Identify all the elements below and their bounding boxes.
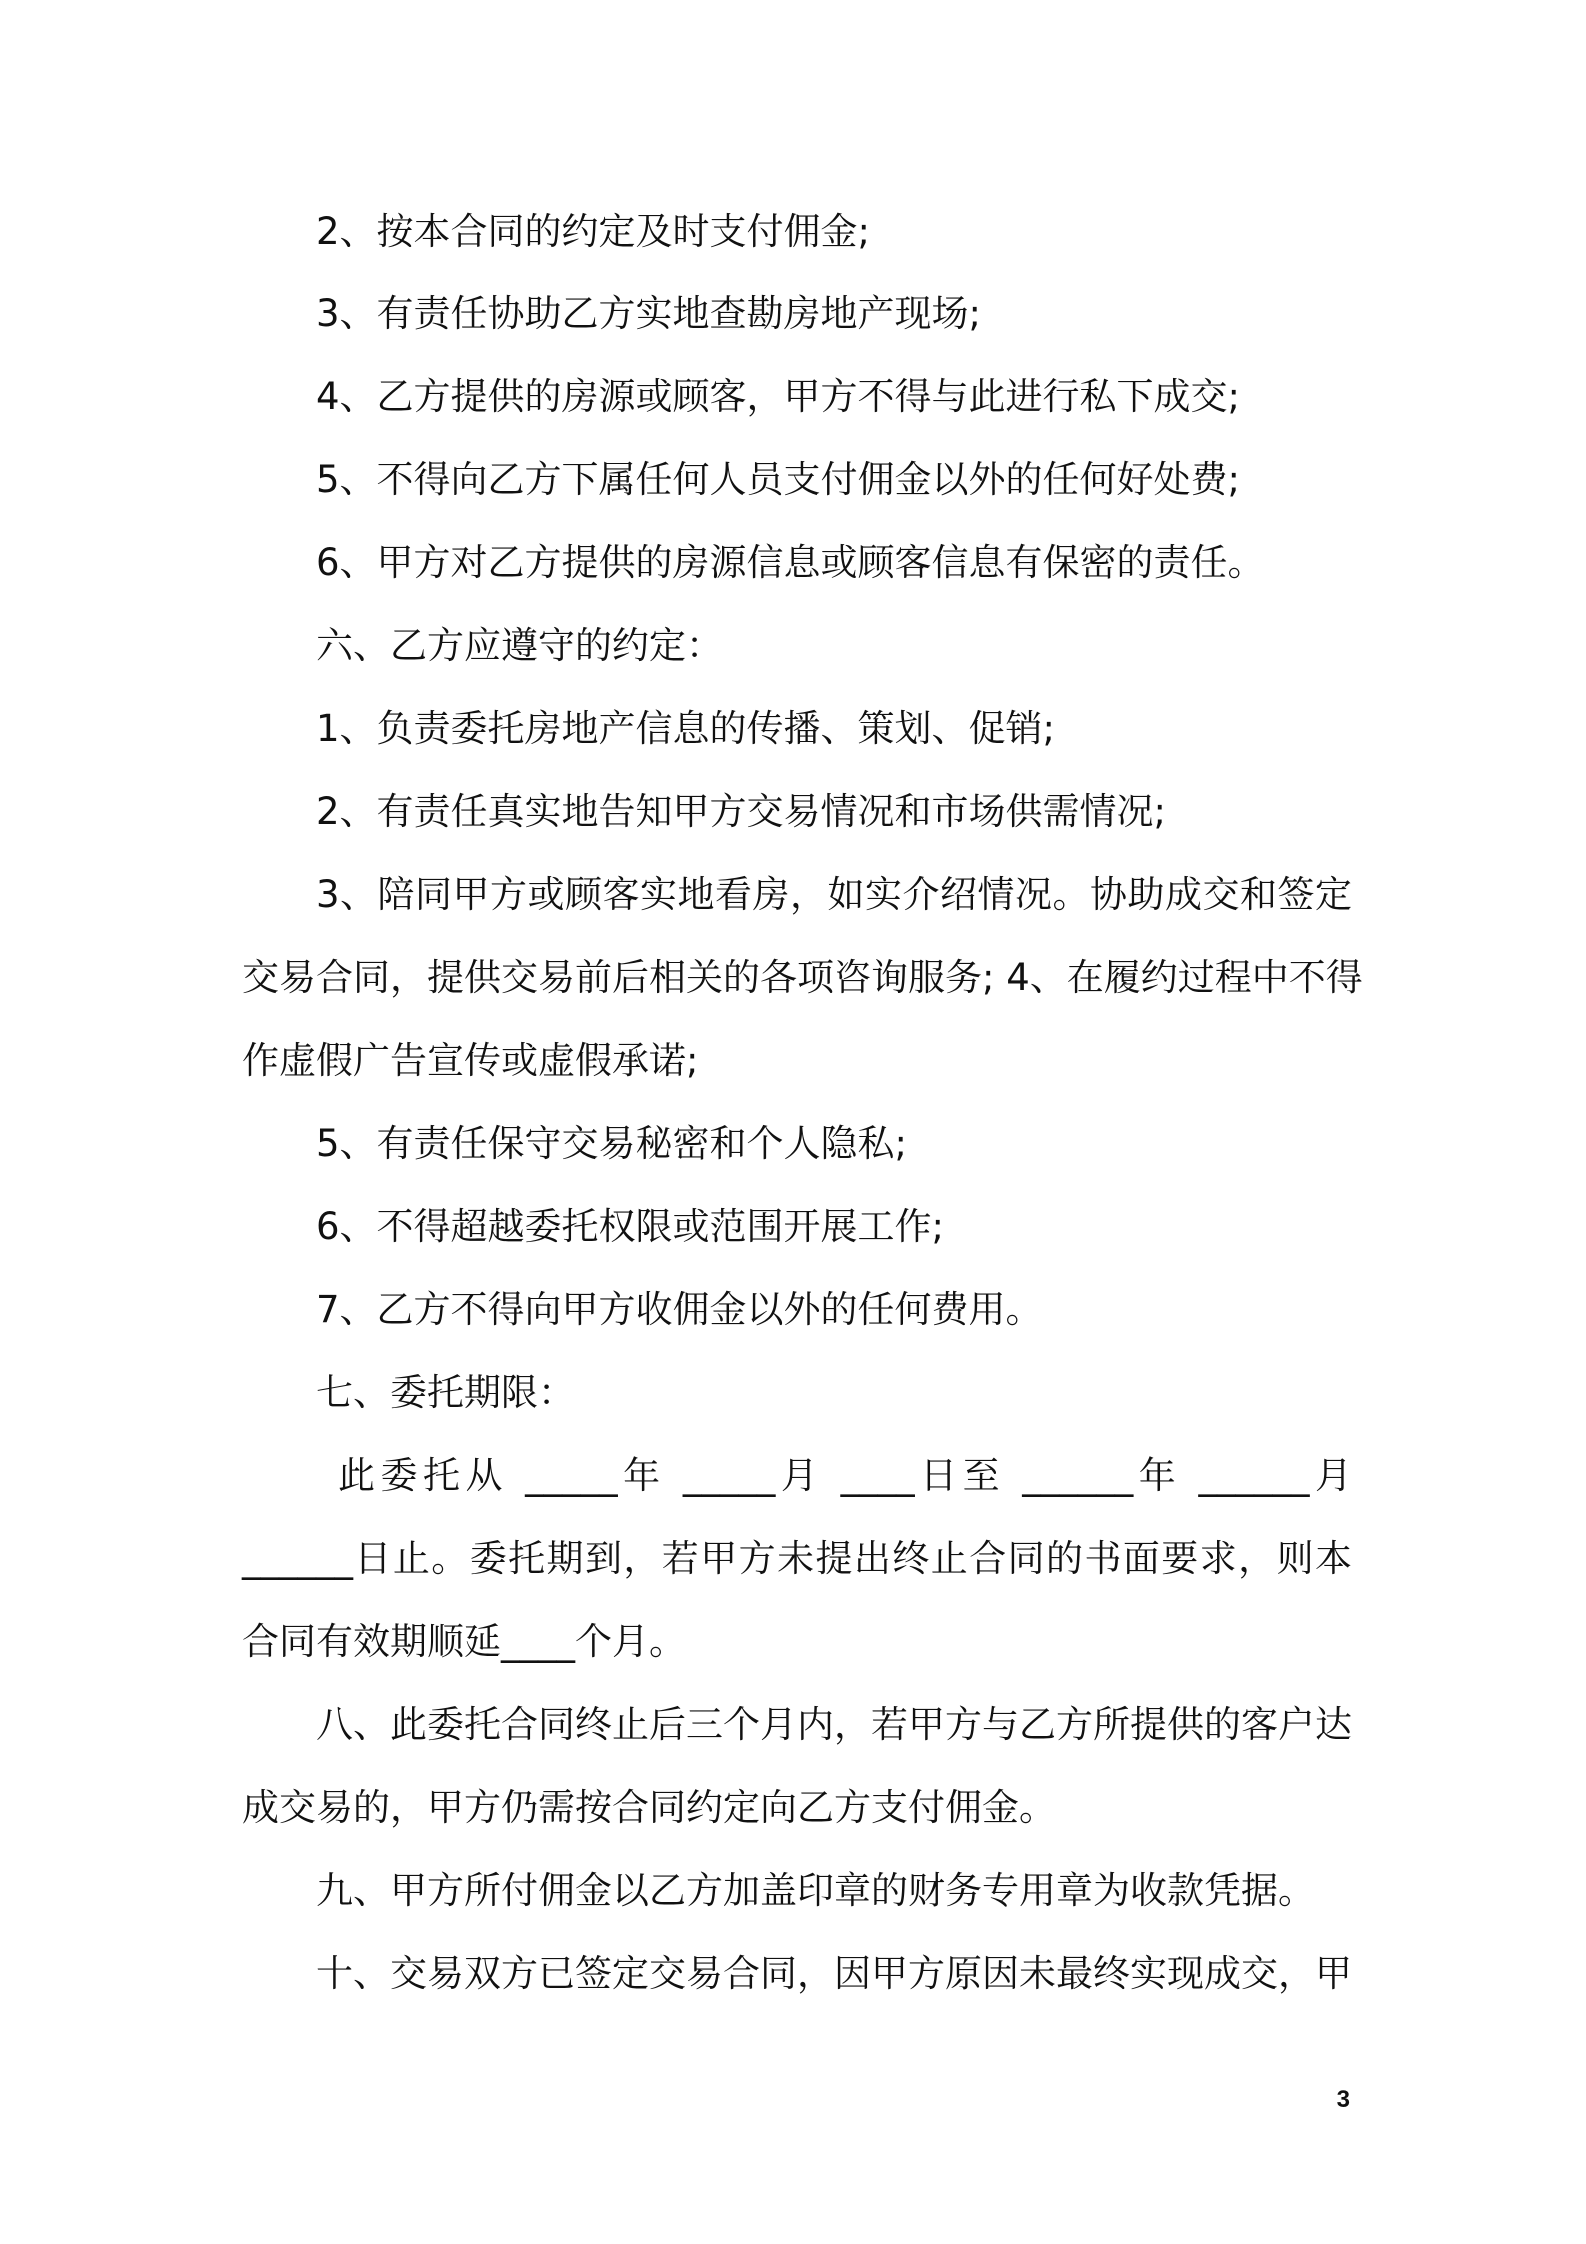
clause-line: 作虚假广告宣传或虚假承诺; [242,1039,699,1082]
section-heading: 六、乙方应遵守的约定： [316,624,723,667]
clause-line: 3、有责任协助乙方实地查勘房地产现场; [316,292,982,335]
term-line: 合同有效期顺延____个月。 [242,1620,686,1663]
term-line: 此委托从 _____年 _____月 ____日至 ______年 ______月 [338,1454,1352,1497]
section-line: 八、此委托合同终止后三个月内，若甲方与乙方所提供的客户达 [316,1703,1352,1746]
clause-line: 5、不得向乙方下属任何人员支付佣金以外的任何好处费; [316,458,1241,501]
section-heading: 七、委托期限： [316,1371,575,1414]
clause-line: 5、有责任保守交易秘密和个人隐私; [316,1122,908,1165]
clause-line: 2、有责任真实地告知甲方交易情况和市场供需情况; [316,790,1167,833]
clause-line: 4、乙方提供的房源或顾客，甲方不得与此进行私下成交; [316,375,1241,418]
clause-line: 2、按本合同的约定及时支付佣金; [316,210,871,253]
clause-line: 6、甲方对乙方提供的房源信息或顾客信息有保密的责任。 [316,541,1265,584]
page-number: 3 [1336,2086,1350,2113]
clause-line: 7、乙方不得向甲方收佣金以外的任何费用。 [316,1288,1043,1331]
clause-line: 3、陪同甲方或顾客实地看房，如实介绍情况。协助成交和签定 [316,873,1352,916]
section-line: 十、交易双方已签定交易合同，因甲方原因未最终实现成交，甲 [316,1952,1352,1995]
section-line: 九、甲方所付佣金以乙方加盖印章的财务专用章为收款凭据。 [316,1869,1315,1912]
clause-line: 6、不得超越委托权限或范围开展工作; [316,1205,945,1248]
clause-line: 交易合同，提供交易前后相关的各项咨询服务; 4、在履约过程中不得 [242,956,1363,999]
term-line: ______日止。委托期到，若甲方未提出终止合同的书面要求，则本 [242,1537,1352,1580]
section-line: 成交易的，甲方仍需按合同约定向乙方支付佣金。 [242,1786,1056,1829]
clause-line: 1、负责委托房地产信息的传播、策划、促销; [316,707,1056,750]
